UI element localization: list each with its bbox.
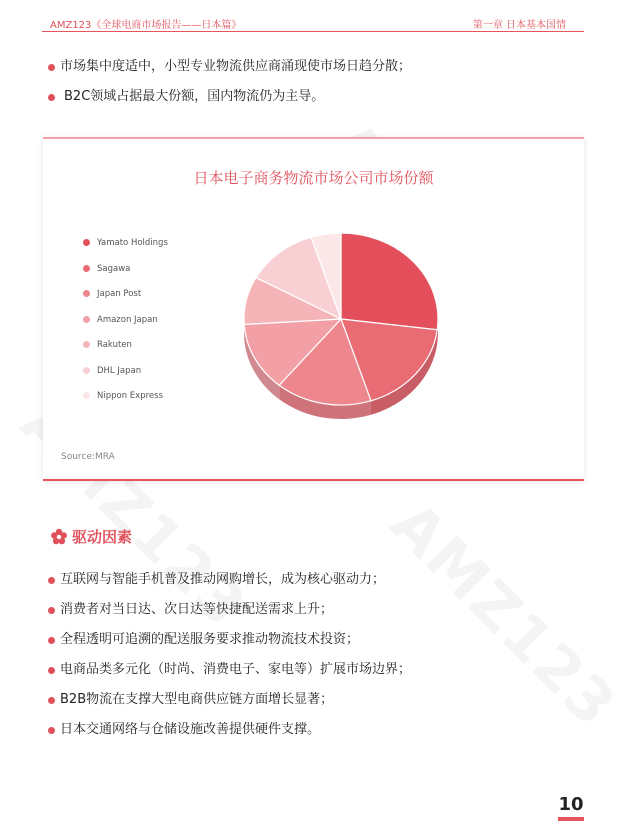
section-title: 驱动因素 [72, 528, 133, 546]
legend-item [83, 390, 168, 416]
top-bullet-list [48, 59, 412, 119]
bullet-text: 互联网与智能手机普及推动网购增长，成为核心驱动力； [60, 572, 386, 587]
bullet-item [48, 89, 325, 119]
bullet-item [48, 59, 412, 89]
bullet-dot-icon [48, 607, 55, 614]
legend-label: Sagawa [97, 263, 131, 274]
bullet-item [48, 722, 321, 752]
legend-swatch [83, 341, 90, 348]
legend-label: DHL Japan [97, 365, 142, 376]
legend-swatch [83, 367, 90, 374]
legend-item [83, 365, 168, 391]
flower-icon [50, 528, 68, 546]
page-number: 10 [558, 794, 584, 815]
chart-title: 日本电子商务物流市场公司市场份额 [193, 169, 434, 187]
legend-swatch [83, 316, 90, 323]
legend-label: Amazon Japan [97, 314, 158, 325]
legend-label: Nippon Express [97, 391, 163, 401]
legend-swatch [83, 392, 90, 399]
bullet-text: 全程透明可追溯的配送服务要求推动物流技术投资； [60, 632, 360, 647]
bullet-item [48, 662, 412, 692]
bullet-dot-icon [48, 94, 55, 101]
legend-item [83, 314, 168, 340]
bullet-dot-icon [48, 577, 55, 584]
bullet-text: B2B物流在支撑大型电商供应链方面增长显著； [60, 692, 334, 707]
bullet-item [48, 632, 360, 662]
legend-swatch [83, 239, 90, 246]
bullet-dot-icon [48, 697, 55, 704]
page-header [42, 14, 584, 32]
page-number-underline [558, 817, 584, 821]
chart-card [43, 137, 584, 481]
legend-swatch [83, 265, 90, 272]
bullet-text: 日本交通网络与仓储设施改善提供硬件支撑。 [60, 722, 321, 737]
bullet-item [48, 572, 386, 602]
watermark-3 [377, 489, 628, 741]
bullet-text: B2C领域占据最大份额，国内物流仍为主导。 [64, 89, 325, 104]
bullet-text: 消费者对当日达、次日达等快捷配送需求上升； [60, 602, 334, 617]
driver-bullet-list [48, 572, 412, 752]
legend-item [83, 263, 168, 289]
legend-item [83, 237, 168, 263]
pie-chart [233, 224, 453, 424]
bullet-dot-icon [48, 667, 55, 674]
bullet-text: 电商品类多元化（时尚、消费电子、家电等）扩展市场边界； [60, 662, 412, 677]
header-report-title: AMZ123《全球电商市场报告——日本篇》 [50, 20, 242, 31]
bullet-dot-icon [48, 727, 55, 734]
chart-legend [83, 237, 168, 416]
bullet-item [48, 602, 334, 632]
pie-slice [341, 233, 438, 330]
legend-label: Rakuten [97, 340, 132, 350]
legend-item [83, 339, 168, 365]
bullet-dot-icon [48, 64, 55, 71]
legend-item [83, 288, 168, 314]
chart-source: Source:MRA [61, 452, 115, 462]
header-chapter-title: 第一章 日本基本国情 [472, 20, 566, 31]
bullet-dot-icon [48, 637, 55, 644]
bullet-item [48, 692, 334, 722]
legend-swatch [83, 290, 90, 297]
bullet-text: 市场集中度适中，小型专业物流供应商涌现使市场日趋分散； [60, 59, 412, 74]
legend-label: Japan Post [97, 289, 142, 299]
legend-label: Yamato Holdings [97, 238, 168, 248]
